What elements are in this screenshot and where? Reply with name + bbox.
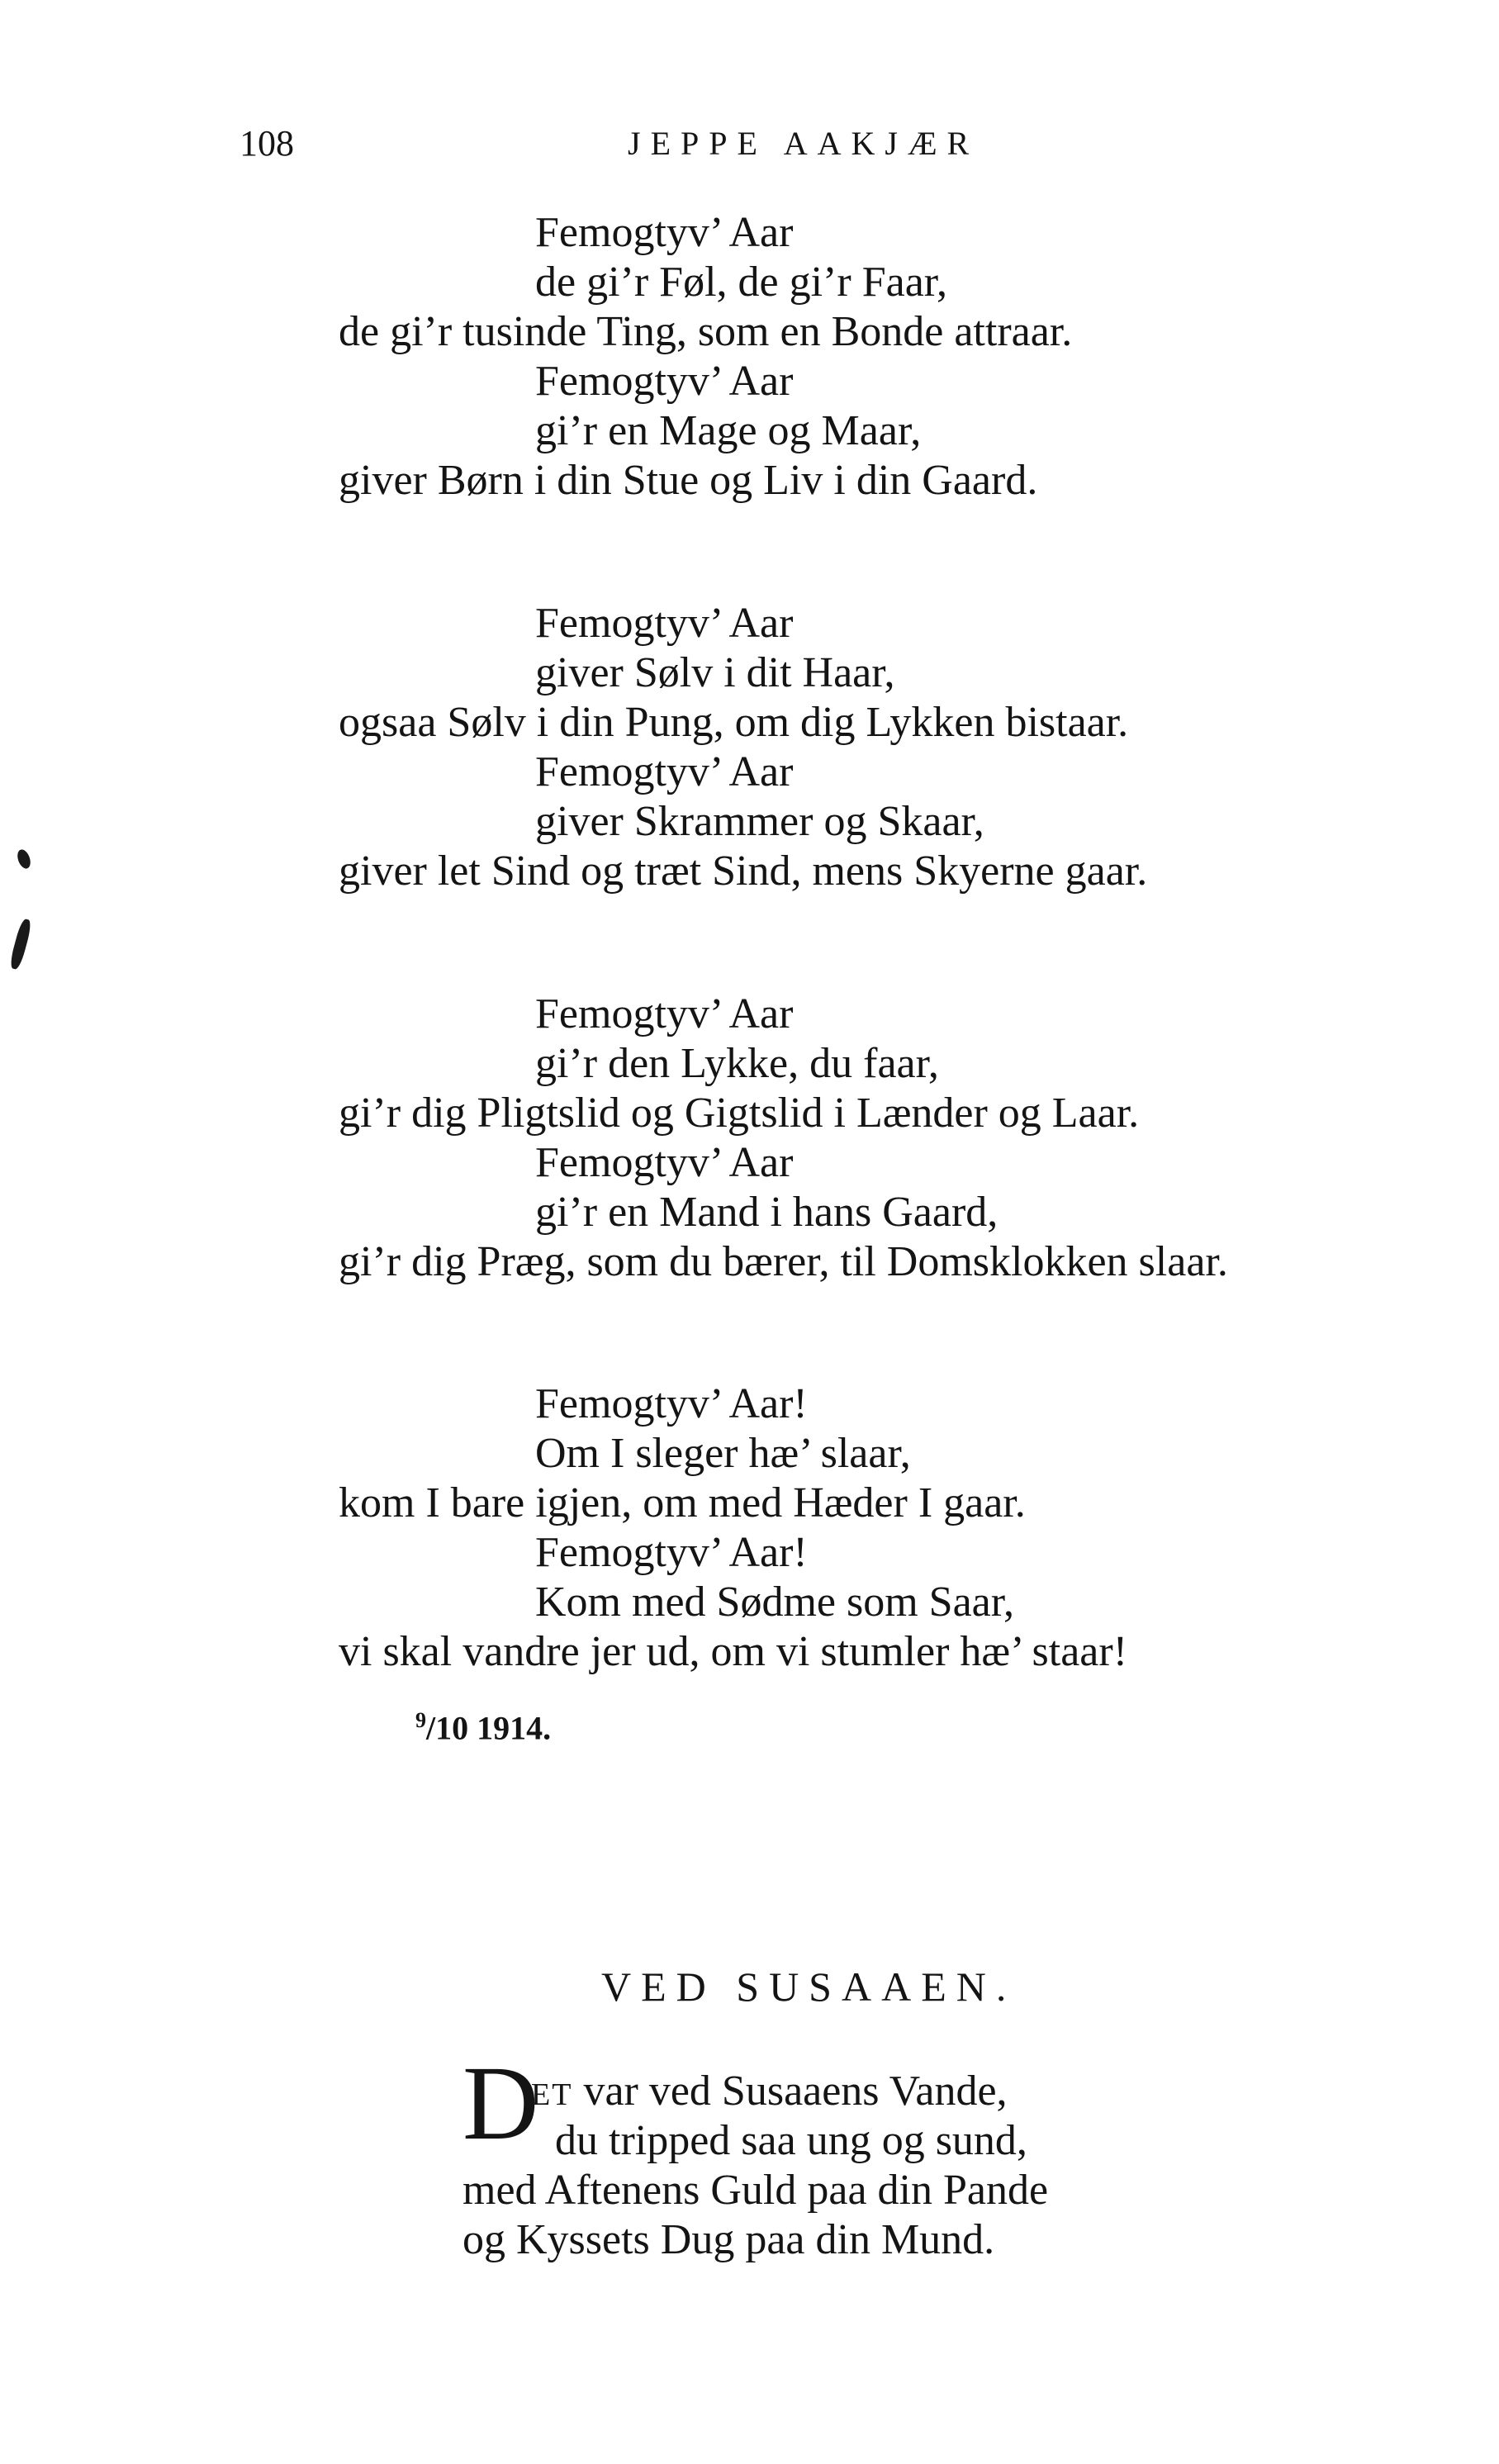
poem-line: Om I sleger hæ’ slaar, — [535, 1430, 911, 1477]
poem-line: Femogtyv’ Aar — [535, 1139, 794, 1186]
poem-line: gi’r dig Pligtslid og Gigtslid i Lænder og Laar. — [339, 1090, 1140, 1137]
poem-line: Femogtyv’ Aar — [535, 600, 794, 647]
poem-line: gi’r en Mage og Maar, — [535, 407, 922, 454]
drop-cap: D — [463, 2044, 539, 2162]
poem-line: Femogtyv’ Aar — [535, 209, 794, 256]
poem-line: Femogtyv’ Aar — [535, 358, 794, 405]
ink-mark — [15, 847, 32, 870]
poem-line: ogsaa Sølv i din Pung, om dig Lykken bistaar. — [339, 699, 1129, 746]
first-line-rest: var ved Susaaens Vande, — [572, 2068, 1008, 2115]
poem-title-ved-susaaen: VED SUSAAEN. — [601, 1963, 1017, 2010]
poem-line: med Aftenens Guld paa din Pande — [463, 2167, 1049, 2214]
poem-line: gi’r den Lykke, du faar, — [535, 1040, 939, 1087]
poem-line: giver Skrammer og Skaar, — [535, 798, 984, 845]
page-number: 108 — [240, 123, 294, 164]
poem-line: Kom med Sødme som Saar, — [535, 1579, 1014, 1626]
poem-line: giver let Sind og træt Sind, mens Skyerne gaar. — [339, 847, 1148, 895]
poem-line: giver Sølv i dit Haar, — [535, 649, 895, 696]
date-day: 9 — [415, 1708, 426, 1732]
poem-line: Femogtyv’ Aar — [535, 748, 794, 795]
poem-line: du tripped saa ung og sund, — [555, 2117, 1027, 2164]
poem-date — [415, 1708, 551, 1747]
poem-line-first — [531, 2067, 1008, 2120]
ink-mark — [8, 918, 33, 971]
poem-line: kom I bare igjen, om med Hæder I gaar. — [339, 1479, 1026, 1526]
poem-line: de gi’r tusinde Ting, som en Bonde attraar. — [339, 308, 1073, 355]
first-word-smallcaps: ET — [531, 2077, 573, 2112]
poem-line: Femogtyv’ Aar — [535, 990, 794, 1037]
poem-line: gi’r en Mand i hans Gaard, — [535, 1189, 999, 1236]
poem-line: Femogtyv’ Aar! — [535, 1529, 808, 1576]
poem-line: og Kyssets Dug paa din Mund. — [463, 2216, 995, 2263]
poem-line: vi skal vandre jer ud, om vi stumler hæ’ staar! — [339, 1628, 1128, 1675]
date-rest: /10 1914. — [426, 1709, 552, 1747]
running-title: JEPPE AAKJÆR — [628, 125, 980, 162]
poem-line: gi’r dig Præg, som du bærer, til Domsklokken slaar. — [339, 1238, 1228, 1285]
poem-line: giver Børn i din Stue og Liv i din Gaard. — [339, 457, 1038, 504]
poem-line: de gi’r Føl, de gi’r Faar, — [535, 259, 948, 306]
poem-line: Femogtyv’ Aar! — [535, 1380, 808, 1427]
